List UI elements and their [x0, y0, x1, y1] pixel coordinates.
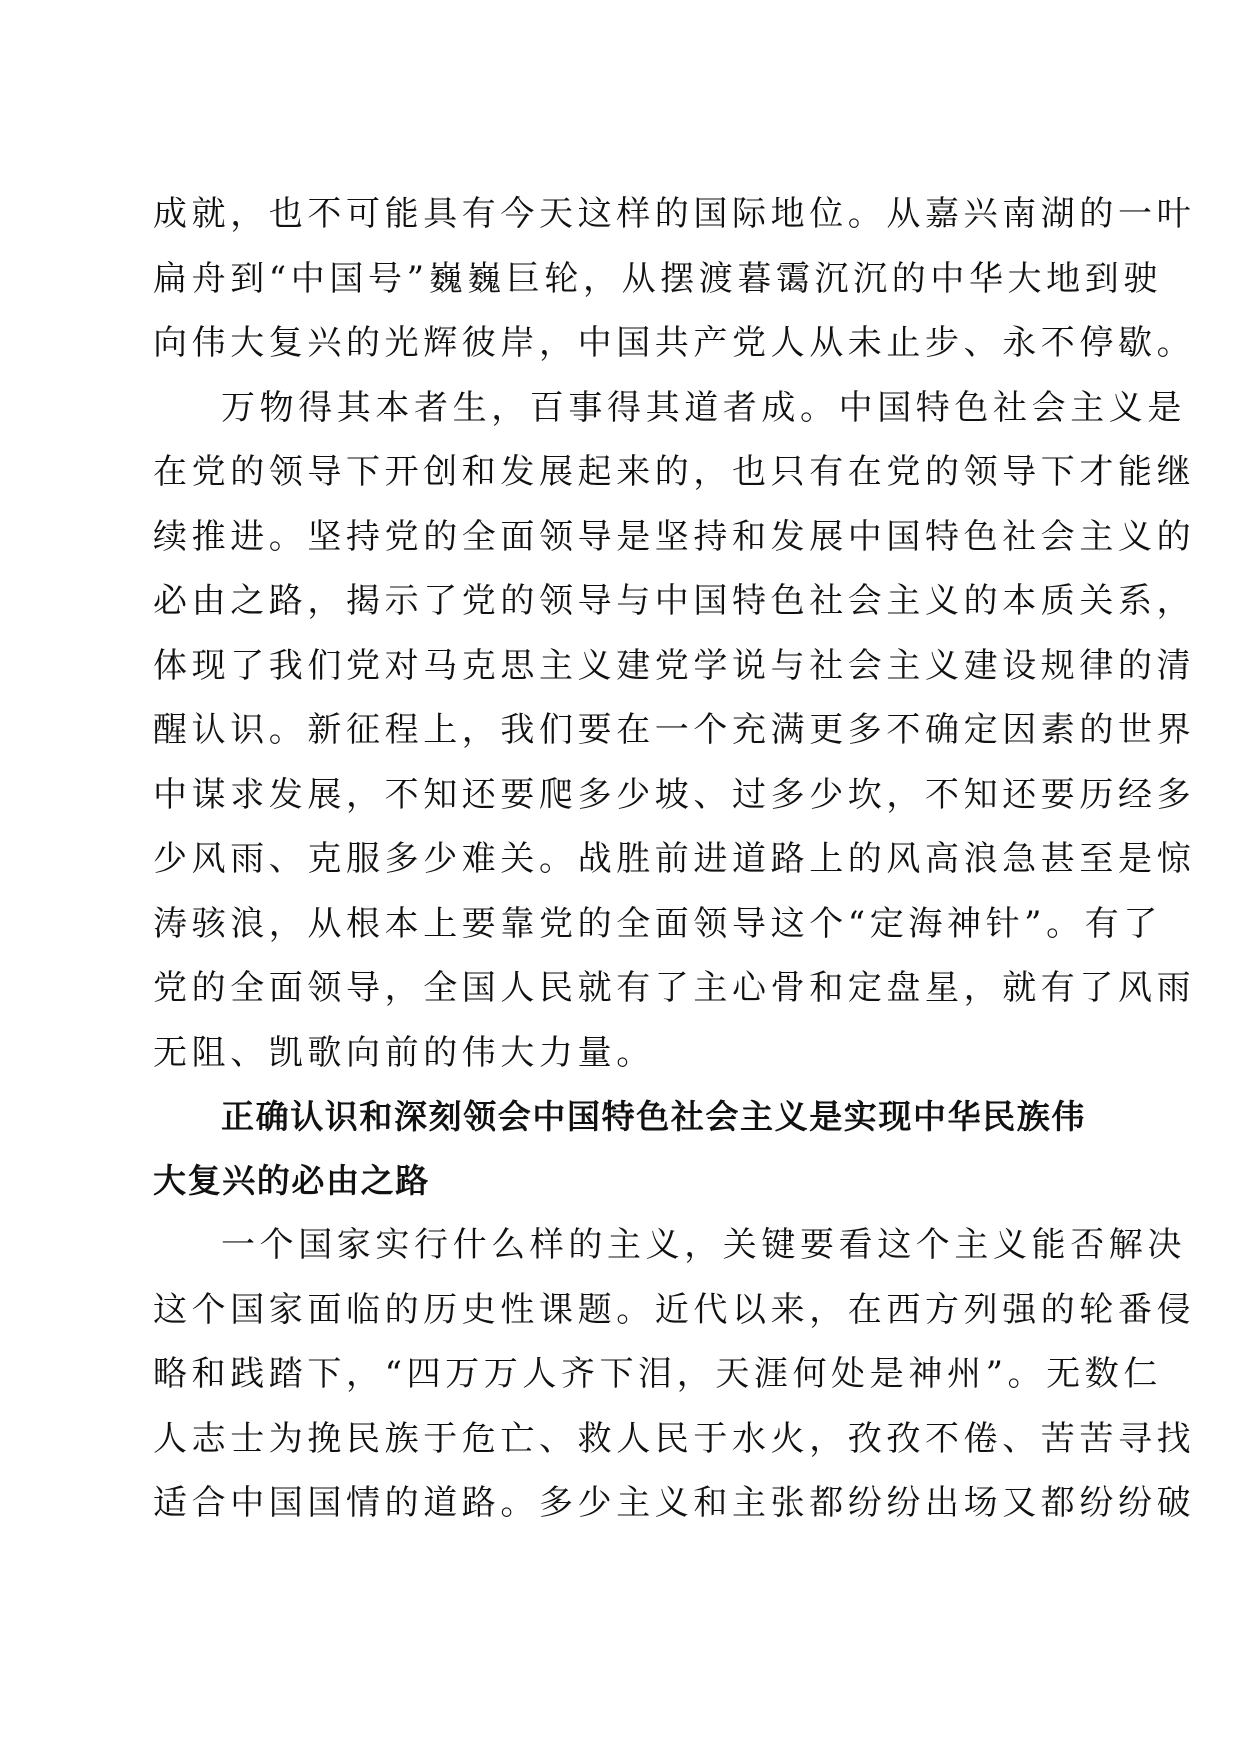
paragraph-line: 涛骇浪，从根本上要靠党的全面领导这个“定海神针”。有了 — [153, 903, 1162, 944]
paragraph-line: 无阻、凯歌向前的伟大力量。 — [153, 1032, 655, 1073]
paragraph-line: 成就，也不可能具有今天这样的国际地位。从嘉兴南湖的一叶 — [153, 194, 1196, 234]
paragraph-line: 必由之路，揭示了党的领导与中国特色社会主义的本质关系， — [153, 581, 1196, 621]
paragraph-line: 一个国家实行什么样的主义，关键要看这个主义能否解决 — [221, 1225, 1186, 1265]
document-body — [153, 182, 1196, 1536]
paragraph-line: 万物得其本者生，百事得其道者成。中国特色社会主义是 — [221, 387, 1186, 428]
paragraph-line: 扁舟到“中国号”巍巍巨轮，从摆渡暮霭沉沉的中华大地到驶 — [153, 258, 1162, 299]
paragraph-line: 中谋求发展，不知还要爬多少坡、过多少坎，不知还要历经多 — [153, 774, 1196, 815]
heading-line: 正确认识和深刻领会中国特色社会主义是实现中华民族伟 — [221, 1097, 1086, 1136]
paragraph-line: 醒认识。新征程上，我们要在一个充满更多不确定因素的世界 — [153, 710, 1196, 750]
paragraph-3 — [153, 1213, 1196, 1536]
paragraph-line: 在党的领导下开创和发展起来的，也只有在党的领导下才能继 — [153, 452, 1196, 492]
paragraph-line: 略和践踏下，“四万万人齐下泪，天涯何处是神州”。无数仁 — [153, 1354, 1162, 1394]
paragraph-line: 适合中国国情的道路。多少主义和主张都纷纷出场又都纷纷破 — [153, 1483, 1196, 1523]
paragraph-line: 这个国家面临的历史性课题。近代以来，在西方列强的轮番侵 — [153, 1289, 1196, 1330]
paragraph-2 — [153, 376, 1196, 1086]
heading-line: 大复兴的必由之路 — [153, 1161, 430, 1200]
paragraph-1 — [153, 182, 1196, 376]
section-heading — [153, 1085, 1086, 1213]
paragraph-line: 续推进。坚持党的全面领导是坚持和发展中国特色社会主义的 — [153, 516, 1196, 557]
paragraph-line: 少风雨、克服多少难关。战胜前进道路上的风高浪急甚至是惊 — [153, 839, 1196, 879]
paragraph-line: 向伟大复兴的光辉彼岸，中国共产党人从未止步、永不停歇。 — [153, 323, 1196, 363]
paragraph-line: 人志士为挽民族于危亡、救人民于水火，孜孜不倦、苦苦寻找 — [153, 1418, 1196, 1459]
paragraph-line: 党的全面领导，全国人民就有了主心骨和定盘星，就有了风雨 — [153, 968, 1196, 1008]
paragraph-line: 体现了我们党对马克思主义建党学说与社会主义建设规律的清 — [153, 645, 1196, 686]
